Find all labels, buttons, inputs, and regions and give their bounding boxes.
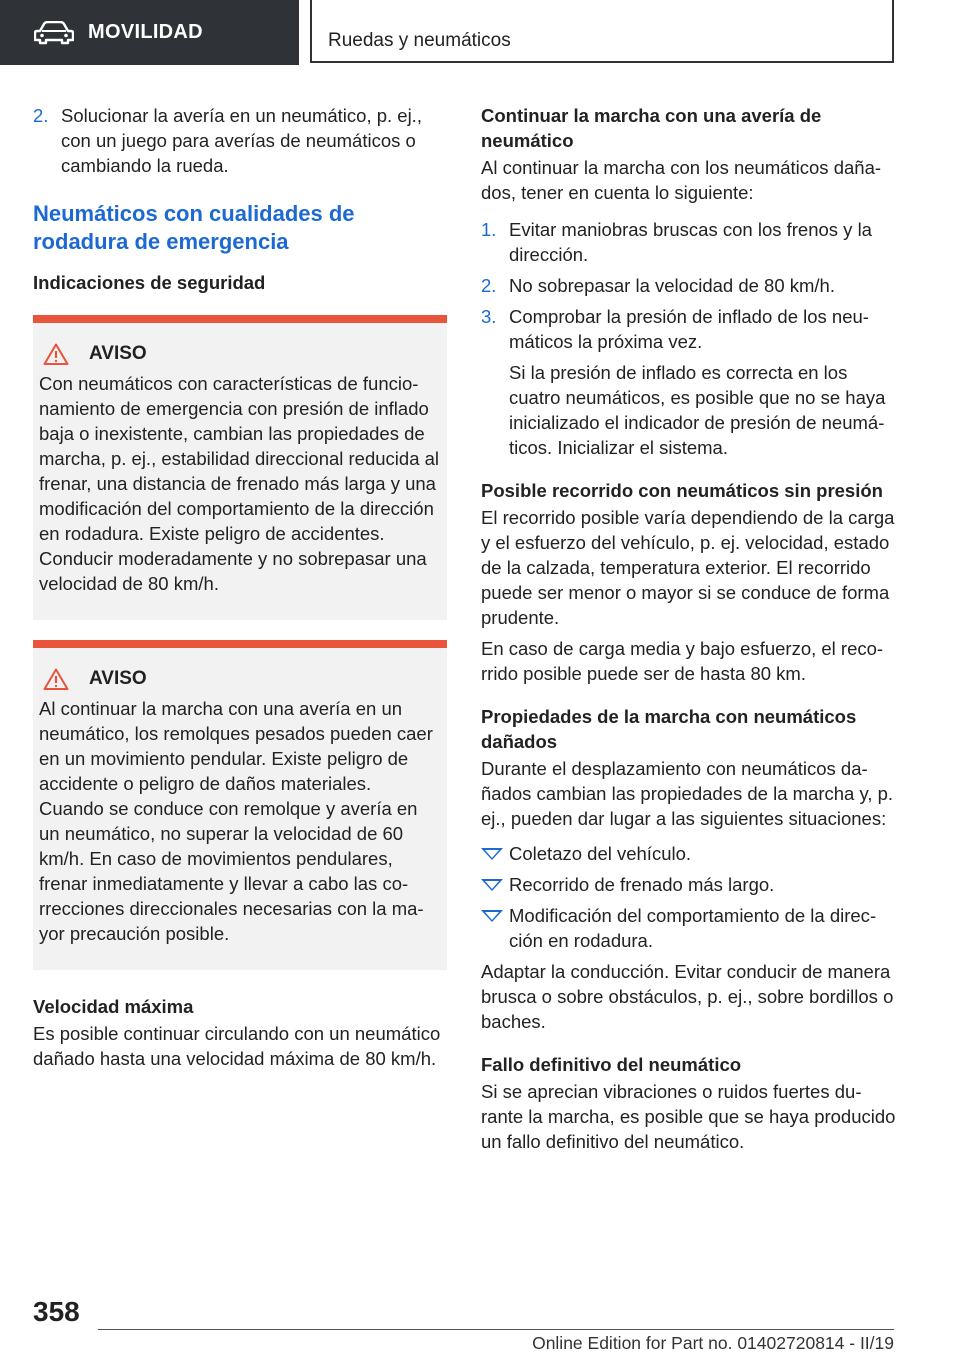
section-title: Neumáticos con cualidades de rodadura de emergencia [33, 201, 355, 254]
step-number: 3. [481, 306, 497, 327]
vmax-heading: Velocidad máxima [33, 996, 194, 1017]
list-item [481, 304, 897, 354]
warning-text: Con neumáticos con características de funcionamiento de emergencia con presión de inflado baja o inexistente, cambian las propiedades de marcha, p. ej., estabilidad direccional reducida al frenar, una distancia de frenado más larga y una modificación del comportamiento de la dirección en rodadura. Existe peligro de accidentes. Conducir moderadamente y no sobrepasar una velocidad de 80 km/h. [39, 373, 440, 594]
step-text: Solucionar la avería en un neumático, p. ej., con un juego para averías de neumáticos o cambiando la rueda. [61, 105, 422, 176]
vmax-text: Es posible continuar circulando con un neumático dañado hasta una velocidad máxima de 80 km/h. [33, 1023, 441, 1069]
step-note: Si la presión de inflado es correcta en los cuatro neumáticos, es posible que no se haya inicializado el indicador de presión de neumáticos. Inicializar el sistema. [509, 362, 886, 458]
section-tab[interactable] [0, 0, 299, 65]
bullet-text: Recorrido de frenado más largo. [509, 874, 775, 895]
step-list-left [33, 103, 447, 178]
warning-triangle-icon [43, 668, 69, 690]
continue-heading: Continuar la marcha con una avería de neumático [481, 105, 822, 151]
warning-box [33, 640, 447, 970]
step-list-right [481, 217, 897, 354]
list-item [33, 103, 447, 178]
list-item [481, 217, 897, 267]
triangle-bullet-icon [481, 910, 503, 922]
continue-intro: Al continuar la marcha con los neumáticos dañados, tener en cuenta lo siguiente: [481, 157, 882, 203]
triangle-bullet-icon [481, 848, 503, 860]
list-item [481, 273, 897, 298]
warning-title: AVISO [89, 668, 147, 689]
warning-text: Al continuar la marcha con una avería en un neumático, los remolques pesados pueden caer en un movimiento pendular. Existe peligro de accidente o peligro de daños materiales. Cuando se conduce con remolque y avería en un neumático, no superar la velocidad de 60 km/h. En caso de movimientos pendulares, frenar inmediatamente y llevar a cabo las correcciones direccionales necesarias con la mayor precaución posible. [39, 698, 433, 944]
bullet-text: Modificación del comportamiento de la dirección en rodadura. [509, 905, 877, 951]
step-text: Evitar maniobras bruscas con los frenos y la dirección. [509, 219, 872, 265]
warning-triangle-icon [43, 343, 69, 365]
right-column [481, 103, 897, 1154]
warning-box [33, 315, 447, 620]
list-item [481, 872, 897, 897]
car-icon [34, 21, 74, 45]
step-text: No sobrepasar la velocidad de 80 km/h. [509, 275, 835, 296]
warning-title: AVISO [89, 343, 147, 364]
bullet-text: Coletazo del vehículo. [509, 843, 692, 864]
footer-divider [98, 1329, 894, 1330]
range-heading: Posible recorrido con neumáticos sin presión [481, 480, 883, 501]
range-text-2: En caso de carga media y bajo esfuerzo, el recorrido posible puede ser de hasta 80 km. [481, 638, 884, 684]
fail-text: Si se aprecian vibraciones o ruidos fuertes durante la marcha, es posible que se haya producido un fallo definitivo del neumático. [481, 1081, 896, 1152]
page-number: 358 [33, 1296, 80, 1327]
list-item [481, 903, 897, 953]
safety-heading: Indicaciones de seguridad [33, 272, 266, 293]
fail-heading: Fallo definitivo del neumático [481, 1054, 742, 1075]
effects-list [481, 841, 897, 953]
step-number: 1. [481, 219, 497, 240]
chapter-label: Ruedas y neumáticos [328, 30, 511, 51]
props-heading: Propiedades de la marcha con neumáticos dañados [481, 706, 857, 752]
edition-text: Online Edition for Part no. 01402720814 - II/19 [532, 1333, 894, 1353]
chapter-tab[interactable] [310, 0, 894, 63]
list-item [481, 841, 897, 866]
step-number: 2. [33, 105, 49, 126]
step-number: 2. [481, 275, 497, 296]
left-column [33, 103, 447, 1071]
range-text: El recorrido posible varía dependiendo de la carga y el esfuerzo del vehículo, p. ej. velocidad, estado de la calzada, temperatura exterior. El recorrido puede ser menor o mayor si se conduce de forma prudente. [481, 507, 895, 628]
triangle-bullet-icon [481, 879, 503, 891]
adapt-text: Adaptar la conducción. Evitar conducir de manera brusca o sobre obstáculos, p. ej., sobre bordillos o baches. [481, 961, 894, 1032]
section-label: MOVILIDAD [88, 21, 203, 43]
step-text: Comprobar la presión de inflado de los neumáticos la próxima vez. [509, 306, 869, 352]
props-text: Durante el desplazamiento con neumáticos dañados cambian las propiedades de la marcha y, p. ej., pueden dar lugar a las siguientes situaciones: [481, 758, 894, 829]
